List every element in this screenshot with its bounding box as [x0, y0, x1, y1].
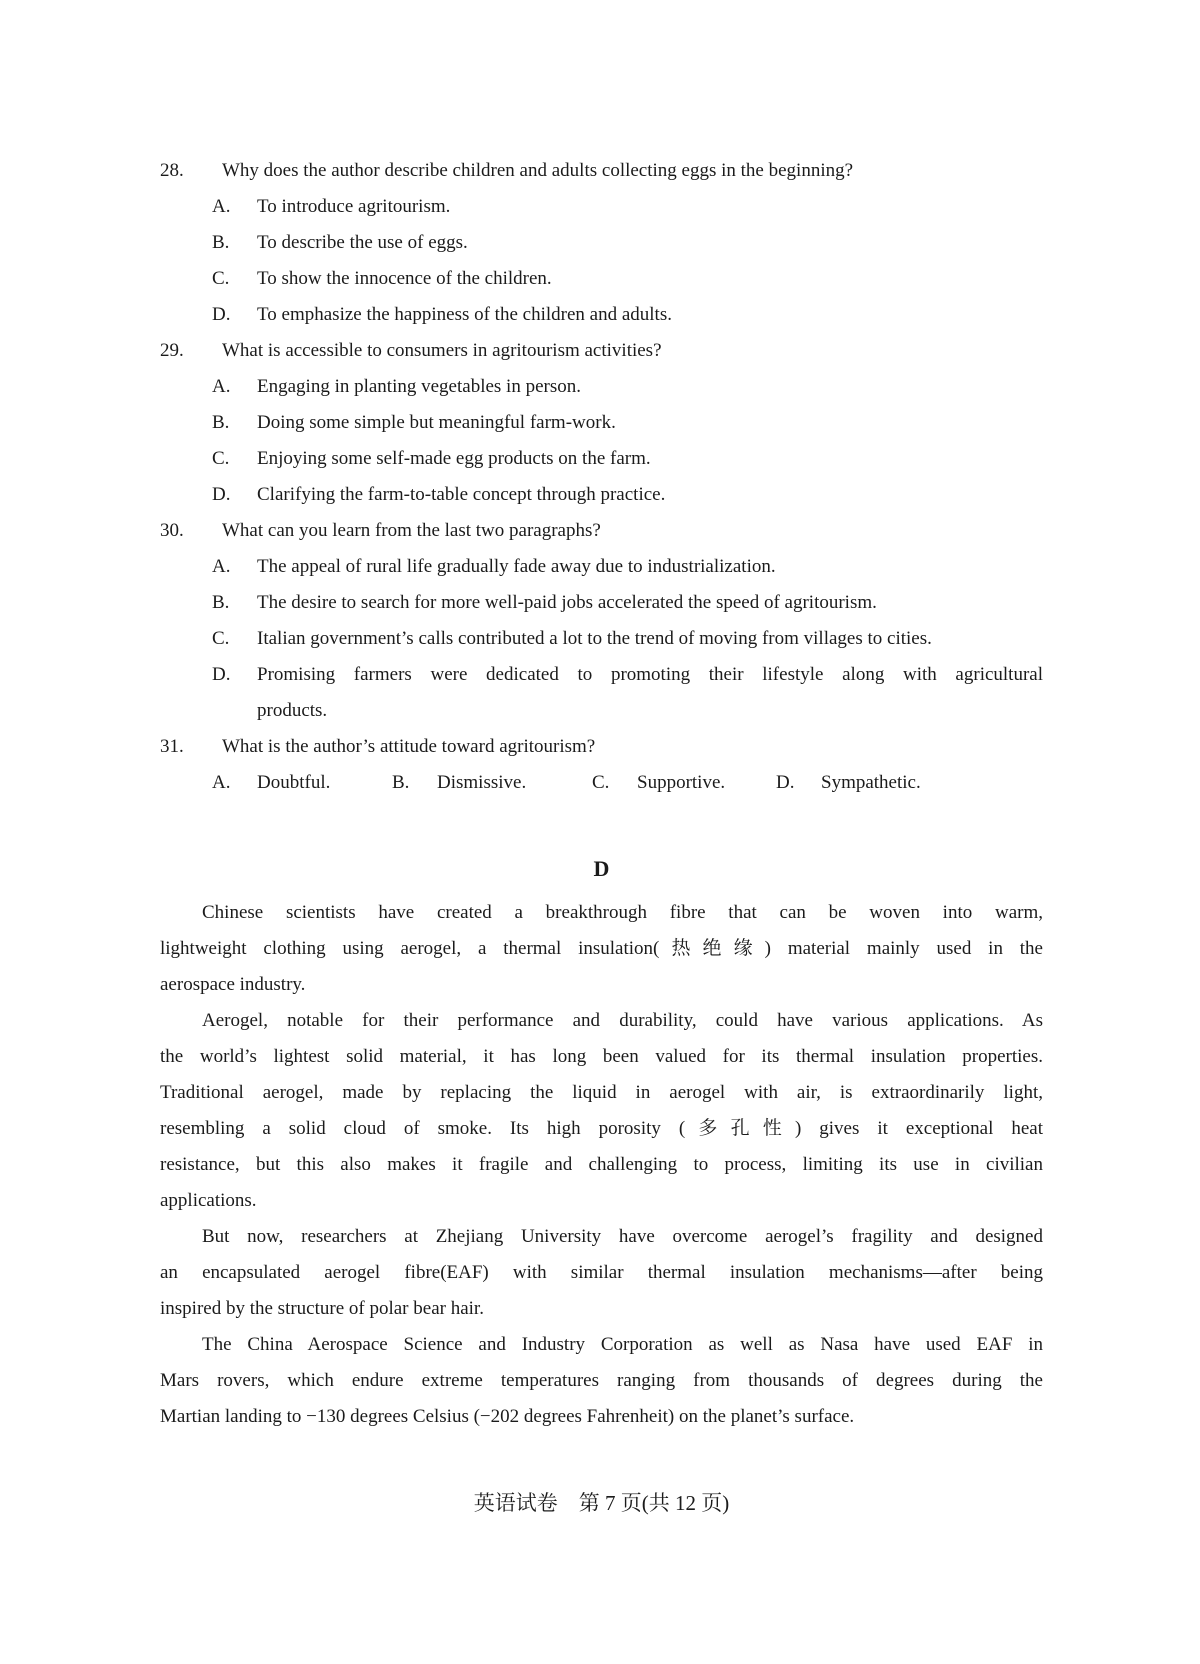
option-label: B.: [392, 772, 410, 793]
question-number: 28.: [160, 160, 184, 181]
option-item: [212, 765, 392, 801]
question-item: [160, 513, 1043, 729]
option-line: products.: [257, 700, 328, 721]
page-footer: [160, 1485, 1043, 1521]
option-item: [160, 657, 1043, 729]
question-text: Why does the author describe children and adults collecting eggs in the beginning?: [222, 160, 854, 181]
option-label: D.: [776, 772, 795, 793]
question-number: 31.: [160, 736, 184, 757]
option-text: [257, 369, 1043, 405]
option-label: B.: [212, 412, 230, 433]
option-item: [160, 369, 1043, 405]
option-text: [257, 477, 1043, 513]
question-text: What can you learn from the last two paragraphs?: [222, 520, 601, 541]
question-item: [160, 153, 1043, 333]
option-label: C.: [212, 628, 230, 649]
passage-line: Mars rovers, which endure extreme temperatures ranging from thousands of degrees during the: [160, 1370, 1043, 1391]
option-label: A.: [212, 556, 231, 577]
passage-line: Martian landing to −130 degrees Celsius (−202 degrees Fahrenheit) on the planet’s surface.: [160, 1406, 855, 1427]
option-line: The appeal of rural life gradually fade away due to industrialization.: [257, 556, 776, 577]
passage-line: an encapsulated aerogel fibre(EAF) with similar thermal insulation mechanisms—after being: [160, 1262, 1043, 1283]
option-item: [160, 405, 1043, 441]
question-number: 30.: [160, 520, 184, 541]
option-item: [160, 621, 1043, 657]
question-head: [160, 153, 1043, 189]
footer-text: 英语试卷 第 7 页(共 12 页): [473, 1491, 730, 1515]
option-line: The desire to search for more well-paid jobs accelerated the speed of agritourism.: [257, 592, 877, 613]
passage-line: inspired by the structure of polar bear hair.: [160, 1298, 484, 1319]
option-label: D.: [212, 484, 231, 505]
option-item: [160, 585, 1043, 621]
question-number: 29.: [160, 340, 184, 361]
option-label: A.: [212, 196, 231, 217]
option-label: D.: [212, 664, 231, 685]
question-item: [160, 729, 1043, 801]
option-text: [257, 261, 1043, 297]
passage-line: Chinese scientists have created a breakthrough fibre that can be woven into warm,: [202, 902, 1043, 923]
question-text: What is accessible to consumers in agritourism activities?: [222, 340, 662, 361]
options-inline-row: [160, 765, 1043, 801]
option-text: [257, 585, 1043, 621]
option-line: Clarifying the farm-to-table concept through practice.: [257, 484, 666, 505]
passage-paragraph: [160, 1219, 1043, 1327]
option-item: [160, 297, 1043, 333]
option-text: [257, 297, 1043, 333]
option-line: Enjoying some self-made egg products on the farm.: [257, 448, 651, 469]
option-item: [160, 189, 1043, 225]
option-label: A.: [212, 772, 231, 793]
option-line: Engaging in planting vegetables in person.: [257, 376, 581, 397]
option-text: Dismissive.: [437, 772, 527, 793]
option-item: [160, 477, 1043, 513]
option-text: [257, 549, 1043, 585]
passage-line: the world’s lightest solid material, it has long been valued for its thermal insulation properties.: [160, 1046, 1043, 1067]
option-label: B.: [212, 232, 230, 253]
passage-line: Aerogel, notable for their performance and durability, could have various applications. As: [202, 1010, 1043, 1031]
option-text: Supportive.: [637, 772, 726, 793]
passage-line: applications.: [160, 1190, 257, 1211]
option-line: Italian government’s calls contributed a lot to the trend of moving from villages to cities.: [257, 628, 932, 649]
option-text: Sympathetic.: [821, 772, 921, 793]
option-text: [257, 621, 1043, 657]
passage-paragraph: [160, 1003, 1043, 1219]
passage-line: aerospace industry.: [160, 974, 306, 995]
passage-body: [160, 895, 1043, 1435]
passage-line: resistance, but this also makes it fragile and challenging to process, limiting its use in civilian: [160, 1154, 1043, 1175]
option-text: Doubtful.: [257, 772, 331, 793]
option-line: Promising farmers were dedicated to promoting their lifestyle along with agricultural: [257, 664, 1043, 685]
option-text: [257, 405, 1043, 441]
question-head: [160, 729, 1043, 765]
option-line: To describe the use of eggs.: [257, 232, 468, 253]
option-item: [392, 765, 592, 801]
passage-line: Traditional aerogel, made by replacing the liquid in aerogel with air, is extraordinarily light,: [160, 1082, 1043, 1103]
option-line: To introduce agritourism.: [257, 196, 451, 217]
questions-section: [160, 153, 1043, 801]
passage-line: But now, researchers at Zhejiang University have overcome aerogel’s fragility and designed: [202, 1226, 1043, 1247]
passage-paragraph: [160, 895, 1043, 1003]
passage-line: The China Aerospace Science and Industry Corporation as well as Nasa have used EAF in: [202, 1334, 1043, 1355]
passage-paragraph: [160, 1327, 1043, 1435]
option-line: Doing some simple but meaningful farm-work.: [257, 412, 616, 433]
option-label: A.: [212, 376, 231, 397]
option-item: [776, 765, 1043, 801]
option-text: [257, 657, 1043, 729]
question-head: [160, 333, 1043, 369]
option-item: [160, 441, 1043, 477]
option-text: [257, 441, 1043, 477]
option-item: [592, 765, 776, 801]
option-item: [160, 261, 1043, 297]
option-item: [160, 225, 1043, 261]
question-text: What is the author’s attitude toward agritourism?: [222, 736, 596, 757]
option-label: C.: [212, 448, 230, 469]
question-head: [160, 513, 1043, 549]
option-text: [257, 189, 1043, 225]
option-line: To show the innocence of the children.: [257, 268, 552, 289]
question-item: [160, 333, 1043, 513]
option-line: To emphasize the happiness of the children and adults.: [257, 304, 672, 325]
passage-line: lightweight clothing using aerogel, a thermal insulation(热绝缘) material mainly used in the: [160, 938, 1043, 959]
passage-heading: D: [593, 856, 610, 881]
option-item: [160, 549, 1043, 585]
option-label: B.: [212, 592, 230, 613]
option-label: D.: [212, 304, 231, 325]
option-label: C.: [212, 268, 230, 289]
passage-line: resembling a solid cloud of smoke. Its high porosity (多孔性) gives it exceptional heat: [160, 1118, 1043, 1139]
option-label: C.: [592, 772, 610, 793]
option-text: [257, 225, 1043, 261]
